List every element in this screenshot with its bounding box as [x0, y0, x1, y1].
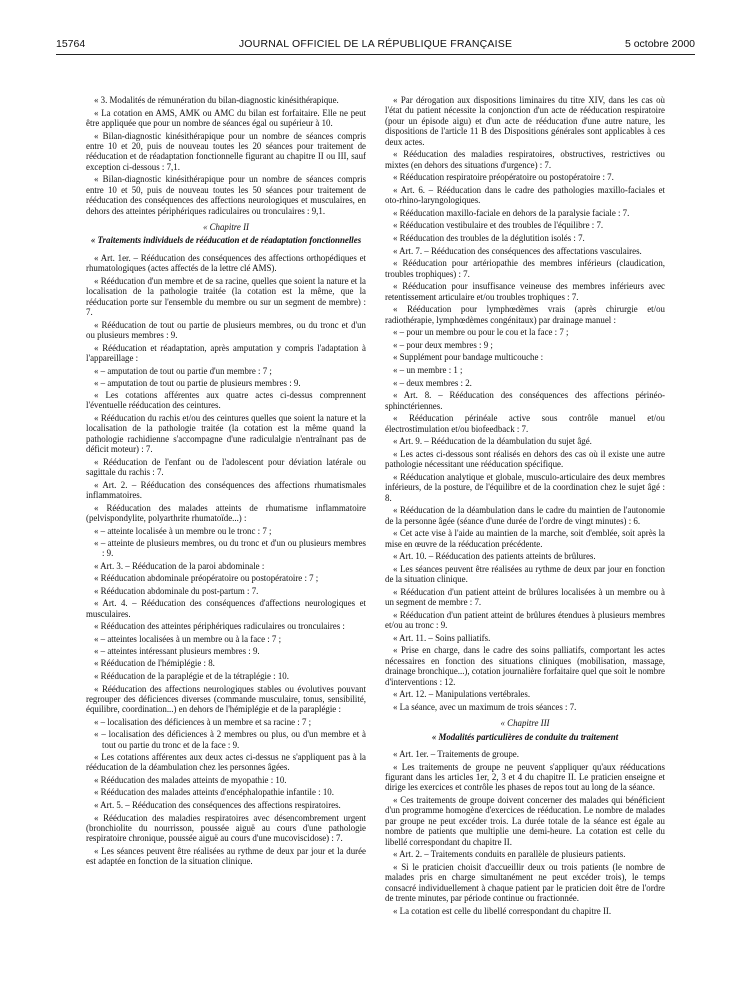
list-item: « – atteinte localisée à un membre ou le tronc : 7 ;: [94, 525, 272, 536]
paragraph: « Rééducation pour insuffisance veineuse des membres inférieurs avec retentissement articulaire et/ou troubles trophiques : 7.: [385, 281, 665, 302]
paragraph: « Les cotations afférentes aux deux actes ci-dessus ne s'appliquent pas à la rééducation de la déambulation chez les personnes âgées.: [86, 751, 366, 773]
right-column: [385, 95, 665, 918]
paragraph: « Rééducation des maladies respiratoires, obstructives, restrictives ou mixtes (en dehors des situations d'urgence) : 7.: [385, 149, 665, 170]
paragraph: « Rééducation des maladies respiratoires avec désencombrement urgent (bronchiolite du nourrisson, poussée aiguë au cours d'une pathologie respiratoire chronique, poussée aiguë au cours d'une mucoviscidose) : 7.: [86, 812, 366, 844]
paragraph: « Rééducation des malades atteints de rhumatisme inflammatoire (pelvispondylite, polyarthrite rhumatoïde...) :: [86, 502, 366, 524]
paragraph: « Art. 1er. – Traitements de groupe.: [393, 748, 519, 759]
chapter-title: « Modalités particulières de conduite du traitement: [431, 731, 619, 742]
paragraph: « Art. 9. – Rééducation de la déambulation du sujet âgé.: [393, 436, 592, 447]
list-item: « – amputation de tout ou partie d'un membre : 7 ;: [94, 365, 272, 376]
paragraph: « Art. 2. – Traitements conduits en parallèle de plusieurs patients.: [393, 849, 626, 860]
paragraph: « Ces traitements de groupe doivent concerner des malades qui bénéficient d'un programme homogène d'exercices de rééducation. Le nombre de malades par groupe ne peut excéder trois. La durée totale de la séance est égale au nombre de patients que multiplie une demi-heure. La cotation est celle du libellé correspondant du chapitre II.: [385, 794, 665, 847]
chapter-heading: « Chapitre III: [500, 718, 550, 729]
paragraph: « Si le praticien choisit d'accueillir deux ou trois patients (le nombre de malades pris en charge simultanément ne peut excéder trois), le temps consacré individuellement à chaque patient par le praticien doit être de l'ordre de trente minutes, par période continue ou fractionnée.: [385, 861, 665, 903]
paragraph: « Rééducation de l'hémiplégie : 8.: [94, 658, 215, 669]
paragraph: « Rééducation d'un membre et de sa racine, quelles que soient la nature et la localisation de la pathologie traitée (la cotation est la même, que la rééducation porte sur l'ensemble du membre ou sur un segment de membre) : 7.: [86, 275, 366, 318]
paragraph: « – pour deux membres : 9 ;: [393, 339, 493, 350]
chapter-heading: « Chapitre II: [202, 222, 249, 233]
paragraph: « 3. Modalités de rémunération du bilan-diagnostic kinésithérapique.: [94, 95, 339, 105]
paragraph: « Les cotations afférentes aux quatre actes ci-dessus comprennent l'éventuelle rééducation des ceintures.: [86, 390, 366, 411]
chapter-title: « Traitements individuels de rééducation et de réadaptation fonctionnelles: [90, 235, 362, 246]
list-item: « – atteinte de plusieurs membres, ou du tronc et d'un ou plusieurs membres : 9.: [94, 538, 366, 559]
page-header: [56, 38, 695, 54]
paragraph: « Rééducation périnéale active sous contrôle manuel et/ou électrostimulation et/ou biofeedback : 7.: [385, 413, 665, 434]
list-item: « – amputation de tout ou partie de plusieurs membres : 9.: [94, 377, 301, 388]
paragraph: « Bilan-diagnostic kinésithérapique pour un nombre de séances compris entre 10 et 50, puis de nouveau toutes les 50 séances pour traitement de rééducation des conséquences des affections neurologiques et musculaires, en dehors des atteintes périphériques radiculaires ou tronculaires : 9,1.: [86, 174, 366, 216]
paragraph: « – un membre : 1 ;: [393, 364, 463, 375]
list-item: « – localisation des déficiences à un membre et sa racine : 7 ;: [94, 717, 312, 728]
paragraph: « Art. 7. – Rééducation des conséquences des affectations vasculaires.: [393, 245, 642, 256]
paragraph: « La séance, avec un maximum de trois séances : 7.: [393, 701, 577, 712]
paragraph: « Rééducation respiratoire préopératoire ou postopératoire : 7.: [393, 172, 614, 183]
paragraph: « Art. 2. – Rééducation des conséquences des affections rhumatismales inflammatoires.: [86, 479, 366, 501]
paragraph: « Rééducation de la paraplégie et de la tétraplégie : 10.: [94, 671, 289, 682]
paragraph: « Art. 11. – Soins palliatifs.: [393, 632, 491, 643]
paragraph: « Rééducation des malades atteints d'encéphalopathie infantile : 10.: [94, 787, 334, 798]
paragraph: « Art. 12. – Manipulations vertébrales.: [393, 689, 531, 700]
paragraph: « Art. 8. – Rééducation des conséquences des affections périnéo-sphinctériennes.: [385, 390, 665, 411]
paragraph: « Rééducation de la déambulation dans le cadre du maintien de l'autonomie de la personne âgée (séance d'une durée de l'ordre de vingt minutes) : 6.: [385, 505, 665, 526]
journal-title: JOURNAL OFFICIEL DE LA RÉPUBLIQUE FRANÇAISE: [238, 38, 513, 50]
paragraph: « Art. 4. – Rééducation des conséquences d'affections neurologiques et musculaires.: [86, 598, 366, 619]
paragraph: « Rééducation et réadaptation, après amputation y compris l'adaptation à l'appareillage :: [86, 342, 366, 364]
publication-date: 5 octobre 2000: [624, 38, 695, 50]
paragraph: « Cet acte vise à l'aide au maintien de la marche, soit d'emblée, soit après la mise en œuvre de la rééducation précédente.: [385, 528, 665, 549]
paragraph: « Les séances peuvent être réalisées au rythme de deux par jour en fonction de la situation clinique.: [385, 563, 665, 585]
paragraph: « Les actes ci-dessous sont réalisés en dehors des cas où il existe une autre pathologie nécessitant une rééducation spécifique.: [385, 448, 665, 470]
paragraph: « Les séances peuvent être réalisées au rythme de deux par jour et la durée est adaptée en fonction de la situation clinique.: [86, 846, 366, 867]
paragraph: « Rééducation des troubles de la déglutition isolés : 7.: [393, 233, 585, 243]
paragraph: « Rééducation de tout ou partie de plusieurs membres, ou du tronc et d'un ou plusieurs membres : 9.: [86, 319, 366, 341]
paragraph: « La cotation en AMS, AMK ou AMC du bilan est forfaitaire. Elle ne peut être appliquée que pour un nombre de séances égal ou supérieur à 10.: [86, 107, 366, 128]
paragraph: « Art. 10. – Rééducation des patients atteints de brûlures.: [393, 551, 596, 562]
paragraph: « Rééducation du rachis et/ou des ceintures quelles que soient la nature et la localisation de la pathologie traitée (la cotation est la même quand la pathologie rachidienne s'accompagne d'une radiculalgie n'entraînant pas de déficit moteur) : 7.: [86, 413, 366, 455]
paragraph: « Rééducation pour artériopathie des membres inférieurs (claudication, troubles trophiques) : 7.: [385, 258, 665, 279]
paragraph: « Rééducation de l'enfant ou de l'adolescent pour déviation latérale ou sagittale du rachis : 7.: [86, 456, 366, 478]
paragraph: « Par dérogation aux dispositions liminaires du titre XIV, dans les cas où l'état du patient nécessite la conjonction d'un acte de rééducation respiratoire (pour un épisode aigu) et d'un acte de rééducation d'une autre nature, les dispositions de l'article 11 B des Dispositions générales sont applicables à ces deux actes.: [385, 95, 665, 147]
left-column: [86, 95, 366, 869]
paragraph: « Rééducation des malades atteints de myopathie : 10.: [94, 774, 287, 785]
paragraph: « Rééducation pour lymphœdèmes vrais (après chirurgie et/ou radiothérapie, lymphœdèmes congénitaux) par drainage manuel :: [385, 304, 665, 325]
list-item: « – localisation des déficiences à 2 membres ou plus, ou d'un membre et à tout ou partie du tronc et de la face : 9.: [94, 729, 366, 750]
paragraph: « – pour un membre ou pour le cou et la face : 7 ;: [393, 327, 569, 338]
paragraph: « Rééducation d'un patient atteint de brûlures localisées à un membre ou à un segment de membre : 7.: [385, 586, 665, 608]
paragraph: « Supplément pour bandage multicouche :: [393, 352, 544, 363]
paragraph: « Rééducation d'un patient atteint de brûlures étendues à plusieurs membres et/ou au tronc : 9.: [385, 609, 665, 631]
paragraph: « Rééducation des affections neurologiques stables ou évolutives pouvant regrouper des déficiences diverses (commande musculaire, tonus, sensibilité, équilibre, coordination...) en dehors de l'hémiplégie et de la paraplégie :: [86, 683, 366, 715]
paragraph: « Rééducation vestibulaire et des troubles de l'équilibre : 7.: [393, 220, 604, 231]
paragraph: « Bilan-diagnostic kinésithérapique pour un nombre de séances compris entre 10 et 20, puis de nouveau toutes les 20 séances pour traitement de rééducation et de réadaptation fonctionnelle figurant au chapitre II ou III, sauf exception ci-dessous : 7,1.: [86, 130, 366, 172]
paragraph: « Rééducation abdominale préopératoire ou postopératoire : 7 ;: [94, 573, 319, 584]
paragraph: « La cotation est celle du libellé correspondant du chapitre II.: [393, 905, 612, 916]
paragraph: « Art. 6. – Rééducation dans le cadre des pathologies maxillo-faciales et oto-rhino-laryngologiques.: [385, 184, 665, 206]
paragraph: « Art. 5. – Rééducation des conséquences des affections respiratoires.: [94, 800, 341, 811]
list-item: « – atteintes intéressant plusieurs membres : 9.: [94, 646, 260, 657]
page-number: 15764: [56, 38, 86, 50]
paragraph: « Art. 3. – Rééducation de la paroi abdominale :: [94, 560, 265, 571]
paragraph: « Rééducation des atteintes périphériques radiculaires ou tronculaires :: [94, 621, 345, 632]
header-rule: [56, 54, 695, 55]
paragraph: « Art. 1er. – Rééducation des conséquences des affections orthopédiques et rhumatologiques (actes affectés de la lettre clé AMS).: [86, 252, 366, 274]
paragraph: « Prise en charge, dans le cadre des soins palliatifs, comportant les actes nécessaires en fonction des situations cliniques (mobilisation, massage, drainage bronchique...), cotation journalière forfaitaire quel que soit le nombre d'interventions : 12.: [385, 645, 665, 687]
paragraph: « Rééducation abdominale du post-partum : 7.: [94, 585, 259, 596]
paragraph: « Les traitements de groupe ne peuvent s'appliquer qu'aux rééducations figurant dans les articles 1er, 2, 3 et 4 du chapitre II. Le praticien enseigne et dirige les exercices et contrôle les phases de repos tout au long de la séance.: [385, 761, 665, 793]
paragraph: « Rééducation maxillo-faciale en dehors de la paralysie faciale : 7.: [393, 207, 630, 218]
list-item: « – atteintes localisées à un membre ou à la face : 7 ;: [94, 634, 282, 645]
paragraph: « Rééducation analytique et globale, musculo-articulaire des deux membres inférieurs, de la posture, de l'équilibre et de la coordination chez le sujet âgé : 8.: [385, 471, 665, 503]
paragraph: « – deux membres : 2.: [393, 377, 472, 388]
